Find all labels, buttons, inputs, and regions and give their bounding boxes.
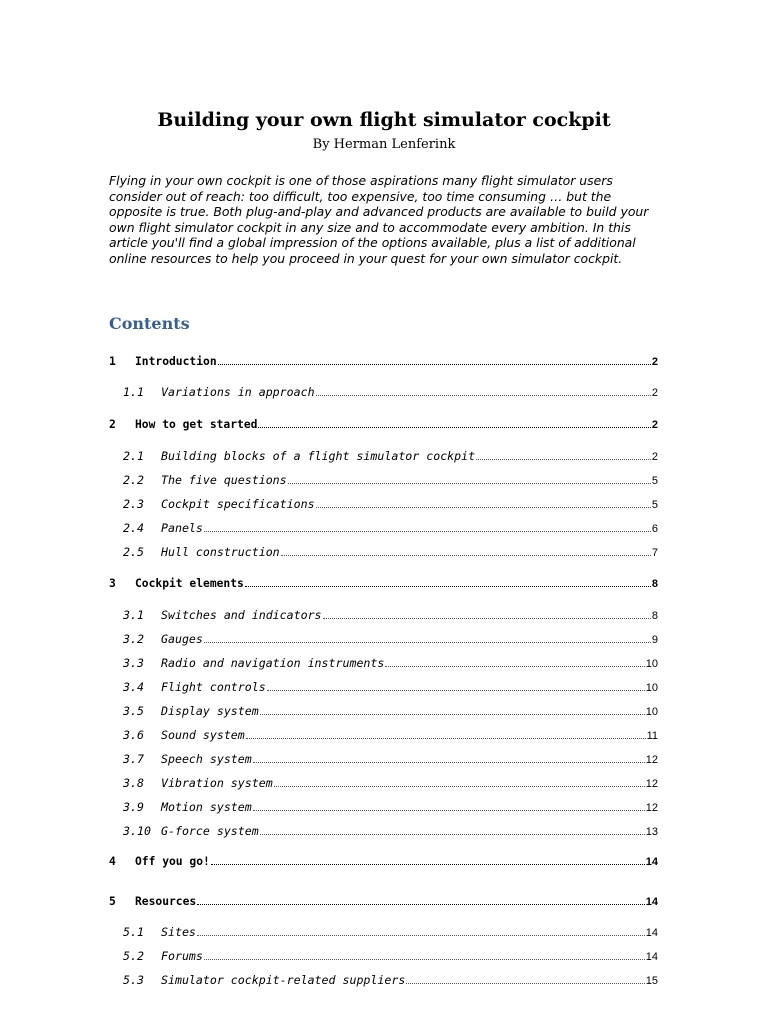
toc-dot-leader xyxy=(211,864,645,865)
toc-dot-leader xyxy=(204,531,651,532)
toc-entry-page-number: 7 xyxy=(651,547,658,559)
toc-entry-page-number: 14 xyxy=(645,951,658,963)
toc-entry[interactable] xyxy=(109,491,658,511)
toc-entry[interactable] xyxy=(109,443,658,463)
toc-entry-page-number: 5 xyxy=(651,499,658,511)
toc-entry-label[interactable]: Off you go! xyxy=(135,855,210,868)
toc-dot-leader xyxy=(218,364,651,365)
toc-entry-page-number: 5 xyxy=(651,475,658,487)
toc-entry[interactable] xyxy=(109,467,658,487)
toc-entry-label[interactable]: How to get started xyxy=(135,418,258,431)
toc-entry-label[interactable]: Switches and indicators xyxy=(161,608,322,622)
toc-dot-leader xyxy=(197,904,645,905)
toc-entry-number: 3.3 xyxy=(123,656,144,670)
toc-entry-number: 5.2 xyxy=(123,949,144,963)
toc-entry-label[interactable]: Motion system xyxy=(161,800,252,814)
toc-dot-leader xyxy=(323,618,651,619)
toc-entry-number: 5.3 xyxy=(123,973,144,987)
abstract-paragraph: Flying in your own cockpit is one of those aspirations many flight simulator users consider out of reach: too difficult, too expensive, too time consuming … but the opposite is true. Both plug-and-play and advanced products are available to build your own flight simulator cockpit in any size and to accommodate every ambition. In this article you'll find a global impression of the options available, plus a list of additional online resources to help you proceed in your quest for your own simulator cockpit. xyxy=(109,173,649,266)
toc-entry-page-number: 10 xyxy=(645,706,658,718)
toc-entry-page-number: 12 xyxy=(645,754,658,766)
toc-entry-label[interactable]: Radio and navigation instruments xyxy=(161,656,385,670)
toc-entry-page-number: 12 xyxy=(645,778,658,790)
toc-entry-number: 2.5 xyxy=(123,545,144,559)
toc-entry-number: 3.8 xyxy=(123,776,144,790)
toc-entry-number: 3.1 xyxy=(123,608,144,622)
toc-entry-label[interactable]: Forums xyxy=(161,949,203,963)
toc-entry-page-number: 8 xyxy=(651,578,658,590)
toc-entry-label[interactable]: Variations in approach xyxy=(161,385,315,399)
toc-dot-leader xyxy=(204,642,651,643)
toc-entry[interactable] xyxy=(109,650,658,670)
toc-entry-number: 3.7 xyxy=(123,752,144,766)
toc-entry[interactable] xyxy=(109,770,658,790)
toc-entry-label[interactable]: Resources xyxy=(135,895,197,908)
toc-entry-page-number: 14 xyxy=(645,896,658,908)
toc-entry[interactable] xyxy=(109,379,658,399)
toc-entry-number: 3.5 xyxy=(123,704,144,718)
toc-entry-page-number: 8 xyxy=(651,610,658,622)
toc-entry-page-number: 10 xyxy=(645,658,658,670)
toc-entry-number: 2.3 xyxy=(123,497,144,511)
toc-entry-label[interactable]: The five questions xyxy=(161,473,287,487)
toc-entry[interactable] xyxy=(109,674,658,694)
toc-entry-page-number: 12 xyxy=(645,802,658,814)
toc-entry-page-number: 14 xyxy=(645,927,658,939)
toc-entry-number: 3.4 xyxy=(123,680,144,694)
toc-entry[interactable] xyxy=(109,794,658,814)
toc-entry-label[interactable]: Building blocks of a flight simulator cockpit xyxy=(161,449,476,463)
toc-entry-label[interactable]: Panels xyxy=(161,521,203,535)
toc-entry[interactable] xyxy=(109,570,658,590)
toc-entry-number: 1.1 xyxy=(123,385,144,399)
toc-entry[interactable] xyxy=(109,848,658,868)
toc-entry-label[interactable]: Sound system xyxy=(161,728,245,742)
toc-entry[interactable] xyxy=(109,818,658,838)
toc-entry-label[interactable]: Flight controls xyxy=(161,680,266,694)
toc-entry-page-number: 13 xyxy=(645,826,658,838)
toc-dot-leader xyxy=(253,762,645,763)
toc-entry-label[interactable]: Cockpit elements xyxy=(135,577,244,590)
toc-entry-page-number: 2 xyxy=(651,387,658,399)
toc-entry-page-number: 14 xyxy=(645,856,658,868)
toc-entry-number: 3.2 xyxy=(123,632,144,646)
toc-entry-number: 4 xyxy=(109,855,116,868)
toc-entry[interactable] xyxy=(109,515,658,535)
contents-heading: Contents xyxy=(109,314,190,333)
toc-entry-label[interactable]: Gauges xyxy=(161,632,203,646)
toc-entry-page-number: 6 xyxy=(651,523,658,535)
toc-entry-number: 3 xyxy=(109,577,116,590)
toc-entry-label[interactable]: Vibration system xyxy=(161,776,273,790)
toc-entry-label[interactable]: Cockpit specifications xyxy=(161,497,315,511)
toc-entry[interactable] xyxy=(109,943,658,963)
toc-entry-number: 3.6 xyxy=(123,728,144,742)
toc-entry-page-number: 2 xyxy=(651,451,658,463)
toc-entry-label[interactable]: G-force system xyxy=(161,824,259,838)
toc-dot-leader xyxy=(288,483,651,484)
toc-entry-label[interactable]: Speech system xyxy=(161,752,252,766)
toc-dot-leader xyxy=(258,427,650,428)
toc-entry[interactable] xyxy=(109,539,658,559)
toc-entry-number: 2.2 xyxy=(123,473,144,487)
toc-dot-leader xyxy=(385,666,644,667)
toc-entry[interactable] xyxy=(109,967,658,987)
toc-entry[interactable] xyxy=(109,411,658,431)
toc-entry-page-number: 10 xyxy=(645,682,658,694)
toc-entry-label[interactable]: Hull construction xyxy=(161,545,280,559)
toc-dot-leader xyxy=(274,786,645,787)
toc-entry-label[interactable]: Sites xyxy=(161,925,196,939)
toc-dot-leader xyxy=(316,395,651,396)
toc-entry-page-number: 9 xyxy=(651,634,658,646)
toc-dot-leader xyxy=(246,738,646,739)
toc-entry-number: 2.1 xyxy=(123,449,144,463)
toc-entry-number: 1 xyxy=(109,355,116,368)
toc-entry-label[interactable]: Display system xyxy=(161,704,259,718)
toc-entry-label[interactable]: Introduction xyxy=(135,355,217,368)
toc-entry[interactable] xyxy=(109,348,658,368)
author-byline: By Herman Lenferink xyxy=(312,137,456,152)
toc-entry-number: 3.9 xyxy=(123,800,144,814)
toc-entry[interactable] xyxy=(109,602,658,622)
toc-entry-page-number: 11 xyxy=(646,730,658,742)
toc-entry[interactable] xyxy=(109,626,658,646)
toc-entry-number: 5 xyxy=(109,895,116,908)
toc-entry-page-number: 2 xyxy=(651,356,658,368)
toc-entry-number: 3.10 xyxy=(123,824,151,838)
toc-entry[interactable] xyxy=(109,919,658,939)
toc-dot-leader xyxy=(253,810,645,811)
toc-dot-leader xyxy=(281,555,651,556)
toc-dot-leader xyxy=(476,459,651,460)
toc-dot-leader xyxy=(204,959,645,960)
toc-entry[interactable] xyxy=(109,698,658,718)
toc-entry-number: 2 xyxy=(109,418,116,431)
toc-entry-page-number: 2 xyxy=(651,419,658,431)
toc-entry-page-number: 15 xyxy=(645,975,658,987)
toc-entry[interactable] xyxy=(109,722,658,742)
toc-entry[interactable] xyxy=(109,746,658,766)
toc-dot-leader xyxy=(316,507,651,508)
toc-entry-number: 2.4 xyxy=(123,521,144,535)
toc-dot-leader xyxy=(197,935,645,936)
toc-dot-leader xyxy=(245,586,651,587)
toc-entry-label[interactable]: Simulator cockpit-related suppliers xyxy=(161,973,406,987)
document-title: Building your own flight simulator cockpit xyxy=(157,109,611,131)
toc-dot-leader xyxy=(406,983,644,984)
toc-entry[interactable] xyxy=(109,888,658,908)
toc-entry-number: 5.1 xyxy=(123,925,144,939)
toc-dot-leader xyxy=(260,714,645,715)
toc-dot-leader xyxy=(260,834,645,835)
toc-dot-leader xyxy=(267,690,645,691)
